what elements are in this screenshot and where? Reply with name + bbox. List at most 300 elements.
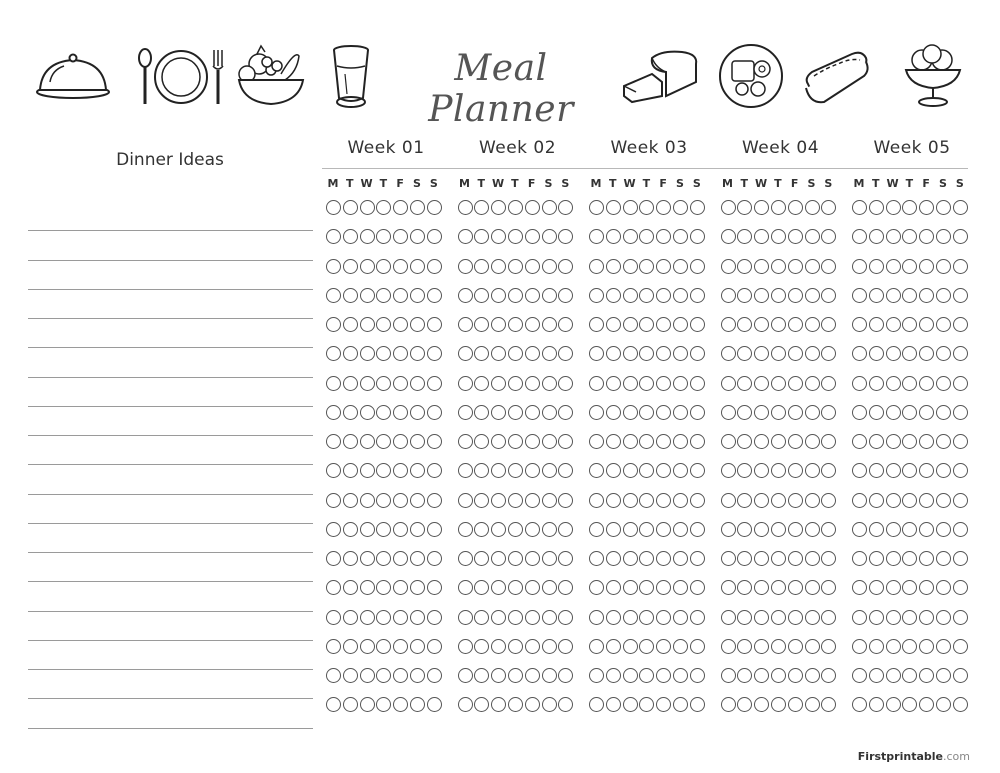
tracker-checkbox[interactable]	[525, 229, 540, 244]
tracker-checkbox[interactable]	[393, 259, 408, 274]
tracker-checkbox[interactable]	[656, 259, 671, 274]
tracker-checkbox[interactable]	[869, 346, 884, 361]
tracker-checkbox[interactable]	[673, 610, 688, 625]
tracker-checkbox[interactable]	[673, 580, 688, 595]
tracker-checkbox[interactable]	[623, 376, 638, 391]
tracker-checkbox[interactable]	[360, 405, 375, 420]
tracker-checkbox[interactable]	[558, 580, 573, 595]
tracker-checkbox[interactable]	[737, 434, 752, 449]
tracker-checkbox[interactable]	[606, 405, 621, 420]
tracker-checkbox[interactable]	[953, 697, 968, 712]
tracker-checkbox[interactable]	[805, 551, 820, 566]
tracker-checkbox[interactable]	[821, 434, 836, 449]
tracker-checkbox[interactable]	[427, 346, 442, 361]
tracker-checkbox[interactable]	[360, 259, 375, 274]
tracker-checkbox[interactable]	[410, 405, 425, 420]
tracker-checkbox[interactable]	[673, 551, 688, 566]
tracker-checkbox[interactable]	[508, 346, 523, 361]
tracker-checkbox[interactable]	[639, 639, 654, 654]
tracker-checkbox[interactable]	[606, 463, 621, 478]
tracker-checkbox[interactable]	[525, 522, 540, 537]
tracker-checkbox[interactable]	[771, 580, 786, 595]
tracker-checkbox[interactable]	[886, 434, 901, 449]
tracker-checkbox[interactable]	[360, 434, 375, 449]
tracker-checkbox[interactable]	[869, 376, 884, 391]
tracker-checkbox[interactable]	[558, 697, 573, 712]
tracker-checkbox[interactable]	[788, 697, 803, 712]
tracker-checkbox[interactable]	[936, 259, 951, 274]
tracker-checkbox[interactable]	[639, 697, 654, 712]
tracker-checkbox[interactable]	[656, 200, 671, 215]
tracker-checkbox[interactable]	[805, 668, 820, 683]
tracker-checkbox[interactable]	[393, 346, 408, 361]
tracker-checkbox[interactable]	[673, 668, 688, 683]
tracker-checkbox[interactable]	[410, 493, 425, 508]
tracker-checkbox[interactable]	[805, 522, 820, 537]
tracker-checkbox[interactable]	[474, 288, 489, 303]
tracker-checkbox[interactable]	[919, 405, 934, 420]
dinner-idea-line[interactable]	[28, 202, 313, 231]
tracker-checkbox[interactable]	[869, 522, 884, 537]
tracker-checkbox[interactable]	[393, 639, 408, 654]
tracker-checkbox[interactable]	[821, 259, 836, 274]
tracker-checkbox[interactable]	[639, 551, 654, 566]
tracker-checkbox[interactable]	[623, 493, 638, 508]
tracker-checkbox[interactable]	[953, 346, 968, 361]
tracker-checkbox[interactable]	[721, 405, 736, 420]
tracker-checkbox[interactable]	[953, 668, 968, 683]
tracker-checkbox[interactable]	[376, 610, 391, 625]
tracker-checkbox[interactable]	[902, 522, 917, 537]
tracker-checkbox[interactable]	[788, 376, 803, 391]
tracker-checkbox[interactable]	[771, 610, 786, 625]
tracker-checkbox[interactable]	[458, 288, 473, 303]
tracker-checkbox[interactable]	[919, 493, 934, 508]
tracker-checkbox[interactable]	[771, 522, 786, 537]
tracker-checkbox[interactable]	[721, 376, 736, 391]
tracker-checkbox[interactable]	[919, 229, 934, 244]
tracker-checkbox[interactable]	[754, 434, 769, 449]
tracker-checkbox[interactable]	[410, 551, 425, 566]
tracker-checkbox[interactable]	[474, 317, 489, 332]
tracker-checkbox[interactable]	[886, 259, 901, 274]
tracker-checkbox[interactable]	[623, 463, 638, 478]
tracker-checkbox[interactable]	[525, 317, 540, 332]
tracker-checkbox[interactable]	[656, 229, 671, 244]
tracker-checkbox[interactable]	[393, 697, 408, 712]
tracker-checkbox[interactable]	[673, 405, 688, 420]
tracker-checkbox[interactable]	[754, 639, 769, 654]
tracker-checkbox[interactable]	[458, 580, 473, 595]
tracker-checkbox[interactable]	[754, 463, 769, 478]
tracker-checkbox[interactable]	[427, 697, 442, 712]
tracker-checkbox[interactable]	[508, 697, 523, 712]
tracker-checkbox[interactable]	[821, 288, 836, 303]
tracker-checkbox[interactable]	[771, 200, 786, 215]
tracker-checkbox[interactable]	[474, 697, 489, 712]
tracker-checkbox[interactable]	[886, 346, 901, 361]
tracker-checkbox[interactable]	[869, 551, 884, 566]
tracker-checkbox[interactable]	[737, 376, 752, 391]
tracker-checkbox[interactable]	[343, 639, 358, 654]
tracker-checkbox[interactable]	[771, 405, 786, 420]
tracker-checkbox[interactable]	[902, 668, 917, 683]
tracker-checkbox[interactable]	[458, 697, 473, 712]
tracker-checkbox[interactable]	[754, 229, 769, 244]
tracker-checkbox[interactable]	[737, 639, 752, 654]
tracker-checkbox[interactable]	[376, 697, 391, 712]
tracker-checkbox[interactable]	[869, 434, 884, 449]
tracker-checkbox[interactable]	[953, 493, 968, 508]
tracker-checkbox[interactable]	[639, 668, 654, 683]
tracker-checkbox[interactable]	[376, 434, 391, 449]
tracker-checkbox[interactable]	[737, 697, 752, 712]
tracker-checkbox[interactable]	[656, 580, 671, 595]
tracker-checkbox[interactable]	[491, 522, 506, 537]
tracker-checkbox[interactable]	[656, 668, 671, 683]
dinner-idea-line[interactable]	[28, 670, 313, 699]
tracker-checkbox[interactable]	[721, 580, 736, 595]
tracker-checkbox[interactable]	[639, 610, 654, 625]
tracker-checkbox[interactable]	[376, 317, 391, 332]
tracker-checkbox[interactable]	[690, 668, 705, 683]
tracker-checkbox[interactable]	[656, 610, 671, 625]
tracker-checkbox[interactable]	[886, 200, 901, 215]
tracker-checkbox[interactable]	[589, 317, 604, 332]
tracker-checkbox[interactable]	[326, 668, 341, 683]
tracker-checkbox[interactable]	[690, 259, 705, 274]
tracker-checkbox[interactable]	[525, 697, 540, 712]
tracker-checkbox[interactable]	[771, 551, 786, 566]
tracker-checkbox[interactable]	[542, 493, 557, 508]
tracker-checkbox[interactable]	[606, 668, 621, 683]
tracker-checkbox[interactable]	[508, 434, 523, 449]
tracker-checkbox[interactable]	[360, 668, 375, 683]
tracker-checkbox[interactable]	[508, 639, 523, 654]
tracker-checkbox[interactable]	[542, 288, 557, 303]
tracker-checkbox[interactable]	[821, 697, 836, 712]
tracker-checkbox[interactable]	[606, 346, 621, 361]
tracker-checkbox[interactable]	[458, 259, 473, 274]
tracker-checkbox[interactable]	[936, 463, 951, 478]
tracker-checkbox[interactable]	[953, 405, 968, 420]
tracker-checkbox[interactable]	[606, 580, 621, 595]
dinner-idea-line[interactable]	[28, 612, 313, 641]
tracker-checkbox[interactable]	[589, 668, 604, 683]
tracker-checkbox[interactable]	[458, 493, 473, 508]
tracker-checkbox[interactable]	[721, 259, 736, 274]
tracker-checkbox[interactable]	[919, 463, 934, 478]
tracker-checkbox[interactable]	[690, 697, 705, 712]
tracker-checkbox[interactable]	[852, 551, 867, 566]
tracker-checkbox[interactable]	[821, 317, 836, 332]
tracker-checkbox[interactable]	[936, 200, 951, 215]
tracker-checkbox[interactable]	[343, 434, 358, 449]
tracker-checkbox[interactable]	[919, 434, 934, 449]
tracker-checkbox[interactable]	[343, 346, 358, 361]
tracker-checkbox[interactable]	[869, 697, 884, 712]
tracker-checkbox[interactable]	[673, 639, 688, 654]
tracker-checkbox[interactable]	[936, 317, 951, 332]
tracker-checkbox[interactable]	[558, 463, 573, 478]
tracker-checkbox[interactable]	[343, 229, 358, 244]
tracker-checkbox[interactable]	[623, 668, 638, 683]
tracker-checkbox[interactable]	[852, 463, 867, 478]
tracker-checkbox[interactable]	[508, 551, 523, 566]
tracker-checkbox[interactable]	[936, 668, 951, 683]
tracker-checkbox[interactable]	[410, 200, 425, 215]
tracker-checkbox[interactable]	[852, 317, 867, 332]
tracker-checkbox[interactable]	[754, 493, 769, 508]
tracker-checkbox[interactable]	[393, 317, 408, 332]
tracker-checkbox[interactable]	[821, 229, 836, 244]
tracker-checkbox[interactable]	[788, 229, 803, 244]
tracker-checkbox[interactable]	[606, 434, 621, 449]
tracker-checkbox[interactable]	[737, 200, 752, 215]
tracker-checkbox[interactable]	[606, 639, 621, 654]
tracker-checkbox[interactable]	[542, 376, 557, 391]
tracker-checkbox[interactable]	[902, 639, 917, 654]
tracker-checkbox[interactable]	[805, 493, 820, 508]
tracker-checkbox[interactable]	[771, 288, 786, 303]
tracker-checkbox[interactable]	[754, 697, 769, 712]
tracker-checkbox[interactable]	[754, 551, 769, 566]
tracker-checkbox[interactable]	[491, 668, 506, 683]
tracker-checkbox[interactable]	[656, 522, 671, 537]
tracker-checkbox[interactable]	[589, 610, 604, 625]
tracker-checkbox[interactable]	[953, 259, 968, 274]
tracker-checkbox[interactable]	[542, 229, 557, 244]
tracker-checkbox[interactable]	[427, 668, 442, 683]
tracker-checkbox[interactable]	[508, 259, 523, 274]
tracker-checkbox[interactable]	[821, 463, 836, 478]
tracker-checkbox[interactable]	[427, 580, 442, 595]
tracker-checkbox[interactable]	[326, 610, 341, 625]
tracker-checkbox[interactable]	[721, 493, 736, 508]
tracker-checkbox[interactable]	[852, 288, 867, 303]
tracker-checkbox[interactable]	[656, 434, 671, 449]
tracker-checkbox[interactable]	[623, 639, 638, 654]
tracker-checkbox[interactable]	[508, 668, 523, 683]
tracker-checkbox[interactable]	[458, 639, 473, 654]
tracker-checkbox[interactable]	[886, 288, 901, 303]
tracker-checkbox[interactable]	[542, 522, 557, 537]
tracker-checkbox[interactable]	[886, 229, 901, 244]
tracker-checkbox[interactable]	[656, 317, 671, 332]
tracker-checkbox[interactable]	[410, 346, 425, 361]
tracker-checkbox[interactable]	[869, 668, 884, 683]
tracker-checkbox[interactable]	[852, 434, 867, 449]
tracker-checkbox[interactable]	[639, 259, 654, 274]
tracker-checkbox[interactable]	[491, 463, 506, 478]
tracker-checkbox[interactable]	[393, 229, 408, 244]
tracker-checkbox[interactable]	[427, 610, 442, 625]
tracker-checkbox[interactable]	[558, 522, 573, 537]
tracker-checkbox[interactable]	[936, 493, 951, 508]
tracker-checkbox[interactable]	[656, 463, 671, 478]
tracker-checkbox[interactable]	[953, 639, 968, 654]
tracker-checkbox[interactable]	[376, 288, 391, 303]
tracker-checkbox[interactable]	[376, 200, 391, 215]
tracker-checkbox[interactable]	[376, 580, 391, 595]
tracker-checkbox[interactable]	[326, 200, 341, 215]
tracker-checkbox[interactable]	[805, 405, 820, 420]
tracker-checkbox[interactable]	[821, 376, 836, 391]
tracker-checkbox[interactable]	[886, 493, 901, 508]
tracker-checkbox[interactable]	[737, 229, 752, 244]
tracker-checkbox[interactable]	[393, 522, 408, 537]
tracker-checkbox[interactable]	[821, 522, 836, 537]
tracker-checkbox[interactable]	[919, 317, 934, 332]
tracker-checkbox[interactable]	[639, 229, 654, 244]
tracker-checkbox[interactable]	[508, 229, 523, 244]
tracker-checkbox[interactable]	[589, 346, 604, 361]
tracker-checkbox[interactable]	[360, 317, 375, 332]
tracker-checkbox[interactable]	[326, 639, 341, 654]
tracker-checkbox[interactable]	[491, 200, 506, 215]
tracker-checkbox[interactable]	[491, 610, 506, 625]
tracker-checkbox[interactable]	[589, 639, 604, 654]
tracker-checkbox[interactable]	[427, 522, 442, 537]
tracker-checkbox[interactable]	[886, 639, 901, 654]
tracker-checkbox[interactable]	[623, 522, 638, 537]
tracker-checkbox[interactable]	[737, 493, 752, 508]
tracker-checkbox[interactable]	[542, 580, 557, 595]
tracker-checkbox[interactable]	[690, 434, 705, 449]
tracker-checkbox[interactable]	[639, 434, 654, 449]
tracker-checkbox[interactable]	[491, 346, 506, 361]
tracker-checkbox[interactable]	[606, 259, 621, 274]
tracker-checkbox[interactable]	[589, 376, 604, 391]
tracker-checkbox[interactable]	[376, 522, 391, 537]
tracker-checkbox[interactable]	[491, 229, 506, 244]
tracker-checkbox[interactable]	[606, 317, 621, 332]
tracker-checkbox[interactable]	[673, 434, 688, 449]
tracker-checkbox[interactable]	[919, 697, 934, 712]
tracker-checkbox[interactable]	[953, 229, 968, 244]
tracker-checkbox[interactable]	[721, 288, 736, 303]
tracker-checkbox[interactable]	[326, 697, 341, 712]
tracker-checkbox[interactable]	[623, 697, 638, 712]
tracker-checkbox[interactable]	[606, 493, 621, 508]
tracker-checkbox[interactable]	[393, 200, 408, 215]
tracker-checkbox[interactable]	[508, 522, 523, 537]
dinner-idea-line[interactable]	[28, 641, 313, 670]
tracker-checkbox[interactable]	[326, 346, 341, 361]
tracker-checkbox[interactable]	[542, 610, 557, 625]
tracker-checkbox[interactable]	[639, 580, 654, 595]
tracker-checkbox[interactable]	[458, 610, 473, 625]
tracker-checkbox[interactable]	[525, 551, 540, 566]
tracker-checkbox[interactable]	[919, 288, 934, 303]
dinner-idea-line[interactable]	[28, 465, 313, 494]
tracker-checkbox[interactable]	[953, 463, 968, 478]
tracker-checkbox[interactable]	[491, 405, 506, 420]
tracker-checkbox[interactable]	[754, 259, 769, 274]
tracker-checkbox[interactable]	[902, 200, 917, 215]
tracker-checkbox[interactable]	[491, 639, 506, 654]
tracker-checkbox[interactable]	[690, 200, 705, 215]
tracker-checkbox[interactable]	[805, 317, 820, 332]
tracker-checkbox[interactable]	[771, 317, 786, 332]
tracker-checkbox[interactable]	[936, 229, 951, 244]
tracker-checkbox[interactable]	[360, 493, 375, 508]
tracker-checkbox[interactable]	[343, 580, 358, 595]
tracker-checkbox[interactable]	[721, 697, 736, 712]
tracker-checkbox[interactable]	[919, 639, 934, 654]
tracker-checkbox[interactable]	[343, 317, 358, 332]
tracker-checkbox[interactable]	[558, 639, 573, 654]
tracker-checkbox[interactable]	[376, 229, 391, 244]
tracker-checkbox[interactable]	[542, 697, 557, 712]
tracker-checkbox[interactable]	[673, 493, 688, 508]
tracker-checkbox[interactable]	[376, 493, 391, 508]
tracker-checkbox[interactable]	[788, 668, 803, 683]
tracker-checkbox[interactable]	[754, 405, 769, 420]
tracker-checkbox[interactable]	[936, 610, 951, 625]
tracker-checkbox[interactable]	[919, 668, 934, 683]
tracker-checkbox[interactable]	[491, 288, 506, 303]
tracker-checkbox[interactable]	[737, 288, 752, 303]
tracker-checkbox[interactable]	[589, 288, 604, 303]
tracker-checkbox[interactable]	[508, 317, 523, 332]
tracker-checkbox[interactable]	[754, 200, 769, 215]
tracker-checkbox[interactable]	[410, 376, 425, 391]
tracker-checkbox[interactable]	[902, 434, 917, 449]
tracker-checkbox[interactable]	[542, 259, 557, 274]
tracker-checkbox[interactable]	[376, 639, 391, 654]
tracker-checkbox[interactable]	[589, 493, 604, 508]
tracker-checkbox[interactable]	[606, 697, 621, 712]
tracker-checkbox[interactable]	[491, 551, 506, 566]
tracker-checkbox[interactable]	[427, 376, 442, 391]
tracker-checkbox[interactable]	[427, 551, 442, 566]
tracker-checkbox[interactable]	[886, 668, 901, 683]
tracker-checkbox[interactable]	[623, 229, 638, 244]
tracker-checkbox[interactable]	[936, 405, 951, 420]
tracker-checkbox[interactable]	[821, 346, 836, 361]
tracker-checkbox[interactable]	[360, 229, 375, 244]
tracker-checkbox[interactable]	[525, 668, 540, 683]
tracker-checkbox[interactable]	[852, 668, 867, 683]
tracker-checkbox[interactable]	[427, 200, 442, 215]
tracker-checkbox[interactable]	[410, 434, 425, 449]
tracker-checkbox[interactable]	[508, 288, 523, 303]
tracker-checkbox[interactable]	[326, 259, 341, 274]
tracker-checkbox[interactable]	[558, 668, 573, 683]
tracker-checkbox[interactable]	[805, 259, 820, 274]
tracker-checkbox[interactable]	[852, 405, 867, 420]
tracker-checkbox[interactable]	[525, 580, 540, 595]
tracker-checkbox[interactable]	[542, 317, 557, 332]
tracker-checkbox[interactable]	[902, 376, 917, 391]
tracker-checkbox[interactable]	[427, 259, 442, 274]
tracker-checkbox[interactable]	[771, 229, 786, 244]
tracker-checkbox[interactable]	[491, 376, 506, 391]
tracker-checkbox[interactable]	[393, 405, 408, 420]
tracker-checkbox[interactable]	[458, 317, 473, 332]
tracker-checkbox[interactable]	[623, 580, 638, 595]
tracker-checkbox[interactable]	[754, 610, 769, 625]
tracker-checkbox[interactable]	[788, 405, 803, 420]
tracker-checkbox[interactable]	[639, 346, 654, 361]
tracker-checkbox[interactable]	[886, 697, 901, 712]
tracker-checkbox[interactable]	[690, 288, 705, 303]
tracker-checkbox[interactable]	[953, 434, 968, 449]
tracker-checkbox[interactable]	[525, 405, 540, 420]
tracker-checkbox[interactable]	[788, 551, 803, 566]
tracker-checkbox[interactable]	[376, 668, 391, 683]
